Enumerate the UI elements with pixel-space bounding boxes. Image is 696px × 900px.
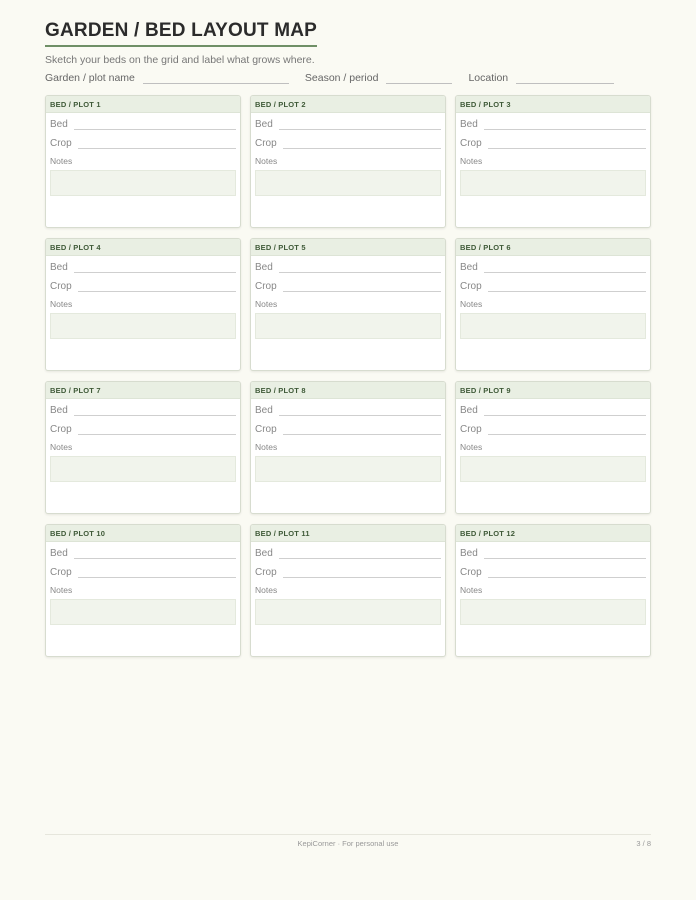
page-subtitle: Sketch your beds on the grid and label what grows where.	[45, 54, 315, 66]
footer-divider	[45, 834, 651, 835]
crop-label: Crop	[460, 138, 482, 149]
bed-field[interactable]	[484, 553, 646, 559]
notes-field[interactable]	[460, 313, 646, 339]
crop-label: Crop	[460, 567, 482, 578]
bed-label: Bed	[255, 119, 273, 130]
bed-label: Bed	[460, 548, 478, 559]
bed-field[interactable]	[74, 410, 236, 416]
bed-row	[46, 258, 240, 273]
bed-label: Bed	[255, 262, 273, 273]
notes-label: Notes	[255, 442, 278, 452]
crop-label: Crop	[255, 281, 277, 292]
garden-name-label: Garden / plot name	[45, 72, 135, 84]
plot-title: BED / PLOT 8	[251, 382, 445, 399]
plot-title: BED / PLOT 12	[456, 525, 650, 542]
notes-label: Notes	[50, 156, 73, 166]
notes-label: Notes	[255, 156, 278, 166]
bed-row	[46, 544, 240, 559]
footer-credit: KepiCorner · For personal use	[297, 839, 399, 848]
bed-row	[251, 401, 445, 416]
plot-title: BED / PLOT 3	[456, 96, 650, 113]
notes-field[interactable]	[50, 599, 236, 625]
crop-row	[456, 277, 650, 292]
season-label: Season / period	[304, 72, 379, 84]
season-field[interactable]	[386, 74, 452, 84]
location-label: Location	[468, 72, 509, 84]
crop-row	[251, 420, 445, 435]
bed-row	[456, 258, 650, 273]
header-fields	[45, 70, 651, 84]
crop-row	[456, 563, 650, 578]
notes-label: Notes	[460, 156, 483, 166]
crop-field[interactable]	[78, 429, 236, 435]
notes-label: Notes	[50, 299, 73, 309]
crop-field[interactable]	[283, 429, 441, 435]
bed-label: Bed	[50, 262, 68, 273]
crop-row	[251, 277, 445, 292]
notes-field[interactable]	[460, 456, 646, 482]
notes-field[interactable]	[255, 456, 441, 482]
crop-row	[46, 420, 240, 435]
crop-label: Crop	[460, 424, 482, 435]
crop-row	[46, 277, 240, 292]
crop-label: Crop	[50, 138, 72, 149]
bed-row	[251, 258, 445, 273]
plot-card	[455, 381, 651, 514]
plot-card	[455, 95, 651, 228]
crop-label: Crop	[50, 567, 72, 578]
garden-name-field[interactable]	[143, 74, 289, 84]
bed-row	[456, 115, 650, 130]
notes-label: Notes	[50, 442, 73, 452]
bed-label: Bed	[50, 119, 68, 130]
bed-field[interactable]	[74, 124, 236, 130]
planner-page	[45, 20, 651, 595]
crop-field[interactable]	[488, 572, 646, 578]
bed-field[interactable]	[74, 267, 236, 273]
bed-field[interactable]	[279, 553, 441, 559]
bed-label: Bed	[50, 548, 68, 559]
crop-label: Crop	[50, 424, 72, 435]
notes-field[interactable]	[255, 599, 441, 625]
crop-row	[46, 134, 240, 149]
bed-row	[46, 115, 240, 130]
crop-field[interactable]	[283, 143, 441, 149]
bed-row	[251, 544, 445, 559]
bed-label: Bed	[255, 405, 273, 416]
crop-label: Crop	[255, 567, 277, 578]
plot-title: BED / PLOT 11	[251, 525, 445, 542]
plot-title: BED / PLOT 10	[46, 525, 240, 542]
plot-card	[250, 524, 446, 657]
bed-row	[456, 544, 650, 559]
plot-title: BED / PLOT 9	[456, 382, 650, 399]
plot-title: BED / PLOT 4	[46, 239, 240, 256]
plot-title: BED / PLOT 6	[456, 239, 650, 256]
plot-card	[455, 238, 651, 371]
plot-card	[45, 95, 241, 228]
bed-row	[46, 401, 240, 416]
notes-label: Notes	[460, 299, 483, 309]
bed-field[interactable]	[279, 124, 441, 130]
notes-field[interactable]	[50, 170, 236, 196]
crop-field[interactable]	[283, 572, 441, 578]
bed-field[interactable]	[74, 553, 236, 559]
plot-card	[45, 381, 241, 514]
notes-field[interactable]	[50, 313, 236, 339]
notes-field[interactable]	[460, 599, 646, 625]
crop-row	[456, 134, 650, 149]
bed-label: Bed	[50, 405, 68, 416]
bed-row	[456, 401, 650, 416]
bed-label: Bed	[255, 548, 273, 559]
page-number: 3 / 8	[636, 839, 651, 848]
plot-title: BED / PLOT 1	[46, 96, 240, 113]
page-title: GARDEN / BED LAYOUT MAP	[45, 20, 317, 47]
notes-label: Notes	[50, 585, 73, 595]
plot-title: BED / PLOT 2	[251, 96, 445, 113]
crop-field[interactable]	[78, 286, 236, 292]
crop-label: Crop	[255, 424, 277, 435]
crop-field[interactable]	[78, 572, 236, 578]
bed-field[interactable]	[484, 124, 646, 130]
notes-field[interactable]	[255, 170, 441, 196]
crop-field[interactable]	[488, 286, 646, 292]
notes-label: Notes	[460, 442, 483, 452]
crop-row	[251, 134, 445, 149]
crop-row	[46, 563, 240, 578]
crop-field[interactable]	[78, 143, 236, 149]
plot-title: BED / PLOT 7	[46, 382, 240, 399]
plot-card	[455, 524, 651, 657]
crop-label: Crop	[50, 281, 72, 292]
crop-field[interactable]	[283, 286, 441, 292]
crop-field[interactable]	[488, 143, 646, 149]
notes-label: Notes	[255, 585, 278, 595]
crop-field[interactable]	[488, 429, 646, 435]
notes-field[interactable]	[460, 170, 646, 196]
bed-field[interactable]	[279, 267, 441, 273]
plot-card	[250, 238, 446, 371]
bed-label: Bed	[460, 262, 478, 273]
plot-card	[45, 238, 241, 371]
crop-label: Crop	[460, 281, 482, 292]
location-field[interactable]	[516, 74, 614, 84]
notes-label: Notes	[460, 585, 483, 595]
notes-label: Notes	[255, 299, 278, 309]
crop-row	[251, 563, 445, 578]
crop-row	[456, 420, 650, 435]
bed-label: Bed	[460, 119, 478, 130]
plot-card	[250, 95, 446, 228]
notes-field[interactable]	[50, 456, 236, 482]
plot-grid	[45, 95, 651, 657]
bed-row	[251, 115, 445, 130]
notes-field[interactable]	[255, 313, 441, 339]
plot-card	[45, 524, 241, 657]
bed-field[interactable]	[484, 410, 646, 416]
plot-card	[250, 381, 446, 514]
plot-title: BED / PLOT 5	[251, 239, 445, 256]
bed-field[interactable]	[279, 410, 441, 416]
bed-label: Bed	[460, 405, 478, 416]
crop-label: Crop	[255, 138, 277, 149]
bed-field[interactable]	[484, 267, 646, 273]
